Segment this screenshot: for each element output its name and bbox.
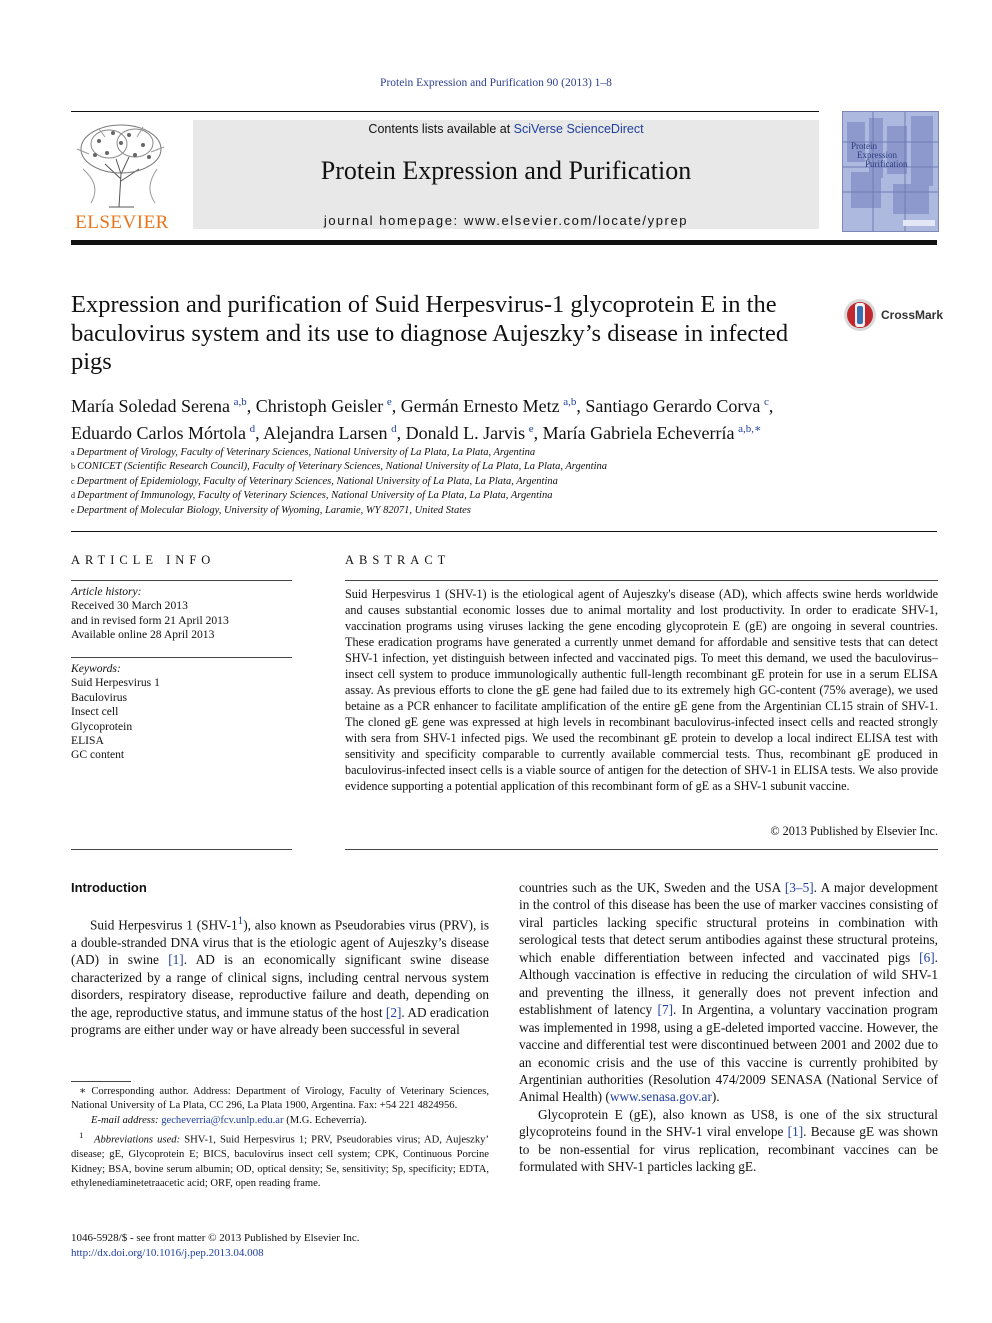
keyword-item: Glycoprotein <box>71 719 133 733</box>
author-affiliation-sup[interactable]: e <box>528 423 534 435</box>
front-matter-info <box>71 1231 360 1260</box>
sciverse-link[interactable]: SciVerse ScienceDirect <box>513 122 644 136</box>
info-top-rule <box>71 531 937 532</box>
author-affiliation-sup[interactable]: a,b <box>563 396 577 408</box>
cover-title-line: Protein <box>851 141 877 151</box>
affiliation-sup: b <box>71 462 75 472</box>
email-suffix: (M.G. Echeverría). <box>283 1114 367 1126</box>
text-run: ), also known as Pseudorabies virus (PRV), is a double-stranded DNA virus that is the etiologic agent of Aujeszky’s disease (AD) in swine <box>71 917 489 968</box>
text-run: . AD is an economically significant swine disease characterized by a range of clinical signs, including central nervous system disorders, respiratory disease, reproductive failure and death, depending on the age, reproductive status, and immune status of the host <box>71 952 489 1020</box>
homepage-url[interactable]: www.elsevier.com/locate/yprep <box>463 213 689 228</box>
affiliation-item <box>71 475 931 489</box>
cover-title <box>851 142 908 169</box>
text-run: . AD eradication programs are either under way or have already been successful in several <box>71 1004 489 1038</box>
affiliation-text: Department of Virology, Faculty of Veterinary Sciences, National University of La Plata, La Plata, Argentina <box>76 447 536 458</box>
affiliation-text: Department of Molecular Biology, University of Wyoming, Laramie, WY 82071, United States <box>76 504 471 516</box>
intro-paragraph <box>519 879 938 1106</box>
top-rule <box>71 111 819 112</box>
affiliation-sup: d <box>71 491 75 501</box>
homepage-prefix: journal homepage: <box>323 213 464 228</box>
history-item: Available online 28 April 2013 <box>71 628 215 642</box>
author-affiliation-sup[interactable]: a,b,∗ <box>738 423 762 435</box>
doi-link[interactable]: http://dx.doi.org/10.1016/j.pep.2013.04.008 <box>71 1246 264 1259</box>
header-rule <box>71 240 937 245</box>
affiliation-text: CONICET (Scientific Research Council), Faculty of Veterinary Sciences, National University of La Plata, La Plata, Argentina <box>77 461 607 473</box>
journal-homepage <box>193 213 819 228</box>
article-info-bottom-rule <box>71 849 292 850</box>
abbreviations-label: Abbreviations used: <box>94 1134 185 1146</box>
journal-masthead <box>193 120 819 229</box>
intro-column-left <box>71 913 489 1039</box>
author-name[interactable]: Christoph Geisler <box>255 396 384 416</box>
cover-title-line: Expression <box>857 150 897 160</box>
senasa-link[interactable]: www.senasa.gov.ar <box>609 1089 712 1105</box>
article-title: Expression and purification of Suid Herpesvirus-1 glycoprotein E in the baculovirus system and its use to diagnose Aujeszky’s disease in infected pigs <box>71 291 789 375</box>
text-run: . A major development in the control of this disease has been the use of marker vaccines consisting of viral particles lacking specific structural proteins in combination with serological tests that detect serum antibodies against these structural proteins, which enable differentiation between infected and vaccinated pigs <box>519 880 938 965</box>
footnotes <box>71 1085 489 1191</box>
email-label: E-mail address: <box>91 1114 162 1126</box>
affiliation-sup: c <box>71 476 75 486</box>
affiliation-sup: a <box>71 448 75 457</box>
text-run: Glycoprotein E (gE), also known as US8, is one of the six structural glycoproteins found in the SHV-1 viral envelope <box>519 1106 938 1140</box>
footnote-corresponding: ∗ Corresponding author. Address: Department of Virology, Faculty of Veterinary Sciences, National University of La Plata, CC 296, La Plata 1900, Argentina. Fax: +54 221 4824956. <box>71 1086 489 1112</box>
crossmark-badge[interactable] <box>843 298 943 334</box>
text-run: . In Argentina, a voluntary vaccination program was implemented in 1998, using a gE-deleted imported vaccine. However, the vaccine and differential test were discontinued between 2001 and 2002 due to an economic crisis and the use of this vaccine is currently prohibited by Argentinian authorities (Resolution 474/2009 SENASA (National Service of Animal Health) ( <box>519 1002 938 1105</box>
keyword-item: Insect cell <box>71 705 119 719</box>
text-run: . Because gE was shown to be non-essential for virus replication, recombinant vaccines can be formulated with SHV-1 particles lacking gE. <box>519 1124 938 1175</box>
cover-title-line: Purification <box>865 159 908 169</box>
elsevier-wordmark: ELSEVIER <box>75 212 169 233</box>
author-name[interactable]: Alejandra Larsen <box>263 423 388 443</box>
footnote-rule <box>71 1081 131 1082</box>
affiliation-item <box>71 460 931 474</box>
keywords-label: Keywords: <box>71 662 121 675</box>
affiliation-text: Department of Immunology, Faculty of Veterinary Sciences, National University of La Plata, La Plata, Argentina <box>77 490 553 502</box>
author-list: María Soledad Serena $^{a,b}$, Christoph Geisler $^e$, Germán Ernesto Metz $^{a,b}$, Santiago Gerardo Corva $^c$, Eduardo Carlos Mórtola $^d$, Alejandra Larsen $^d$, Donald L. Jarvis $^e$, María Gabriela Echeverría $^{a,b,∗}$ <box>71 396 774 443</box>
reference-link[interactable]: [7] <box>657 1002 674 1018</box>
journal-citation[interactable]: Protein Expression and Purification 90 (2013) 1–8 <box>380 77 612 89</box>
abstract-heading: ABSTRACT <box>345 553 451 567</box>
journal-title[interactable]: Protein Expression and Purification <box>320 156 692 185</box>
author-name[interactable]: María Gabriela Echeverría <box>542 423 735 443</box>
history-label: Article history: <box>71 585 142 598</box>
keyword-item: Suid Herpesvirus 1 <box>71 676 160 690</box>
intro-paragraph <box>71 913 489 1039</box>
issn-line: 1046-5928/$ - see front matter © 2013 Published by Elsevier Inc. <box>71 1232 360 1244</box>
abstract-copyright: © 2013 Published by Elsevier Inc. <box>770 824 938 838</box>
affiliation-list <box>71 446 931 518</box>
abbreviations-text: SHV-1, Suid Herpesvirus 1; PRV, Pseudorabies virus; AD, Aujeszky’ disease; gE, Glycoprotein E; BICS, baculovirus insect cell system; CPK, Continuous Porcine Kidney; BSA, bovine serum albumin; OD, optical density; Se, sensitivity; Sp, specificity; EDTA, ethylenediaminetetraacetic acid; ORF, open reading frame. <box>71 1134 489 1189</box>
footnote-abbreviations <box>71 1128 489 1191</box>
author-name[interactable]: Germán Ernesto Metz <box>400 396 560 416</box>
affiliation-text: Department of Epidemiology, Faculty of Veterinary Sciences, National University of La Plata, La Plata, Argentina <box>76 475 558 487</box>
footnote-email <box>71 1114 489 1128</box>
history-item: and in revised form 21 April 2013 <box>71 613 229 627</box>
article-info-heading: ARTICLE INFO <box>71 553 216 567</box>
abstract-text: Suid Herpesvirus 1 (SHV-1) is the etiological agent of Aujeszky's disease (AD), which affects swine herds worldwide and causes substantial economic losses due to animal mortality and lost productivity. In order to eradicate SHV-1, vaccination programs using viruses lacking the gene encoding glycoprotein E (gE) are ongoing in several countries. These eradication programs have generated a currently unmet demand for affordable and sensitive tests that can detect SHV-1 infection, yet distinguish between infected and vaccinated pigs. To meet this demand, we used the baculovirus–insect cell system to produce immunologically authentic full-length recombinant gE protein for use in a serum ELISA assay. As previous efforts to clone the gE gene had failed due to its extremely high GC-content (75% average), we used betaine as a PCR enhancer to facilitate amplification of the entire gE gene from the Argentinian CL15 strain of SHV-1. The cloned gE gene was expressed at high levels in recombinant baculovirus-infected insect cells and reacted strongly with sera from SHV-1 infected pigs. We used the recombinant gE protein to develop a local indirect ELISA test with sensitivity and specificity comparable to currently available commercial tests. Thus, recombinant gE produced in baculovirus-infected insect cells is a viable source of antigen for the detection of SHV-1 in ELISA tests. We also provide evidence supporting a potential application of this recombinant form of gE as a SHV-1 subunit vaccine. <box>345 587 938 793</box>
email-link[interactable]: gecheverria@fcv.unlp.edu.ar <box>161 1114 284 1126</box>
reference-link[interactable]: [3–5] <box>784 880 814 895</box>
affiliation-sup: e <box>71 505 75 515</box>
author-affiliation-sup[interactable]: d <box>249 423 256 435</box>
keywords <box>71 662 292 763</box>
history-item: Received 30 March 2013 <box>71 599 188 613</box>
author-name[interactable]: Santiago Gerardo Corva <box>585 396 761 416</box>
reference-link[interactable]: [6] <box>919 949 935 965</box>
elsevier-logo[interactable] <box>69 119 175 231</box>
article-history <box>71 585 292 643</box>
author-affiliation-sup[interactable]: c <box>763 396 769 408</box>
affiliation-item <box>71 446 931 460</box>
author-affiliation-sup[interactable]: a,b <box>233 396 247 408</box>
keyword-item: Baculovirus <box>71 690 128 704</box>
contents-line <box>193 122 819 136</box>
intro-column-right <box>519 879 938 1176</box>
text-run: ). <box>711 1089 720 1105</box>
footnote-ref[interactable]: 1 <box>237 915 244 927</box>
journal-cover-thumbnail[interactable] <box>842 111 939 232</box>
author-affiliation-sup[interactable]: d <box>391 423 397 435</box>
author-name[interactable]: María Soledad Serena <box>71 396 230 416</box>
reference-link[interactable]: [1] <box>168 952 184 968</box>
elsevier-tree-icon <box>69 119 175 209</box>
contents-prefix: Contents lists available at <box>368 122 514 136</box>
intro-paragraph <box>519 1106 938 1176</box>
affiliation-item <box>71 489 931 503</box>
article-info-rule <box>71 580 292 581</box>
keyword-item: ELISA <box>71 734 104 748</box>
author-name[interactable]: Eduardo Carlos Mórtola <box>71 423 246 443</box>
footnote-sup: 1 <box>79 1130 84 1141</box>
text-run: countries such as the UK, Sweden and the USA <box>519 880 785 895</box>
text-run: . Although vaccination is effective in reducing the circulation of wild SHV-1 and preventing the illness, it generally does not prevent infection and establishment of latency <box>519 949 938 1018</box>
keyword-item: GC content <box>71 748 125 762</box>
cover-art-icon <box>843 112 938 231</box>
affiliation-item <box>71 504 931 518</box>
author-name[interactable]: Donald L. Jarvis <box>405 423 526 443</box>
intro-heading: Introduction <box>71 880 147 895</box>
keywords-rule <box>71 657 292 658</box>
reference-link[interactable]: [1] <box>787 1124 804 1140</box>
author-affiliation-sup[interactable]: e <box>386 396 392 408</box>
reference-link[interactable]: [2] <box>385 1004 402 1020</box>
crossmark-icon <box>843 298 877 332</box>
abstract-bottom-rule <box>345 849 938 850</box>
crossmark-label: CrossMark <box>881 308 944 322</box>
text-run: Suid Herpesvirus 1 (SHV-1 <box>90 917 238 933</box>
abstract-rule <box>345 580 938 581</box>
